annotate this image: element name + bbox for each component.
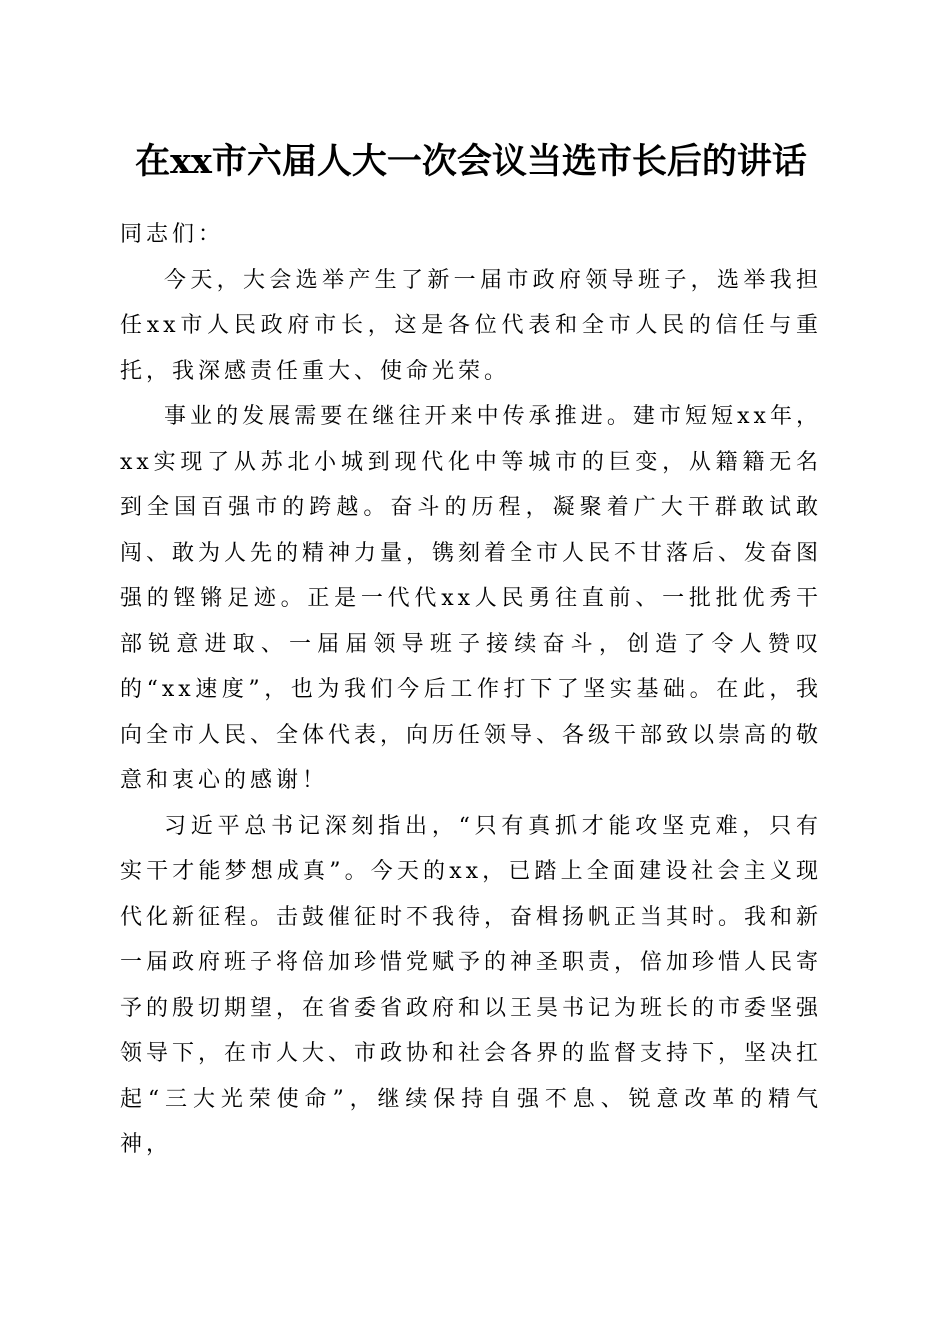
paragraph-3: 习近平总书记深刻指出，“只有真抓才能攻坚克难，只有实干才能梦想成真”。今天的xx，已踏上全面建设社会主义现代化新征程。击鼓催征时不我待，奋楫扬帆正当其时。我和新一届政府班子将倍加珍惜党赋予的神圣职责，倍加珍惜人民寄予的殷切期望，在省委省政府和以王昊书记为班长的市委坚强领导下，在市人大、市政协和社会各界的监督支持下，坚决扛起“三大光荣使命”，继续保持自强不息、锐意改革的精气神，: [120, 813, 823, 1157]
paragraph-2: 事业的发展需要在继往开来中传承推进。建市短短xx年，xx实现了从苏北小城到现代化中等城市的巨变，从籍籍无名到全国百强市的跨越。奋斗的历程，凝聚着广大干群敢试敢闯、敢为人先的精神力量，镌刻着全市人民不甘落后、发奋图强的铿锵足迹。正是一代代xx人民勇往直前、一批批优秀干部锐意进取、一届届领导班子接续奋斗，创造了令人赞叹的“xx速度”，也为我们今后工作打下了坚实基础。在此，我向全市人民、全体代表，向历任领导、各级干部致以崇高的敬意和衷心的感谢！: [120, 404, 823, 793]
salutation: 同志们：: [120, 222, 225, 247]
document-body: [120, 212, 822, 1168]
document-page: [120, 0, 822, 1168]
document-title: 在xx市六届人大一次会议当选市长后的讲话: [135, 141, 807, 182]
paragraph-1: 今天，大会选举产生了新一届市政府领导班子，选举我担任xx市人民政府市长，这是各位代表和全市人民的信任与重托，我深感责任重大、使命光荣。: [120, 267, 822, 384]
